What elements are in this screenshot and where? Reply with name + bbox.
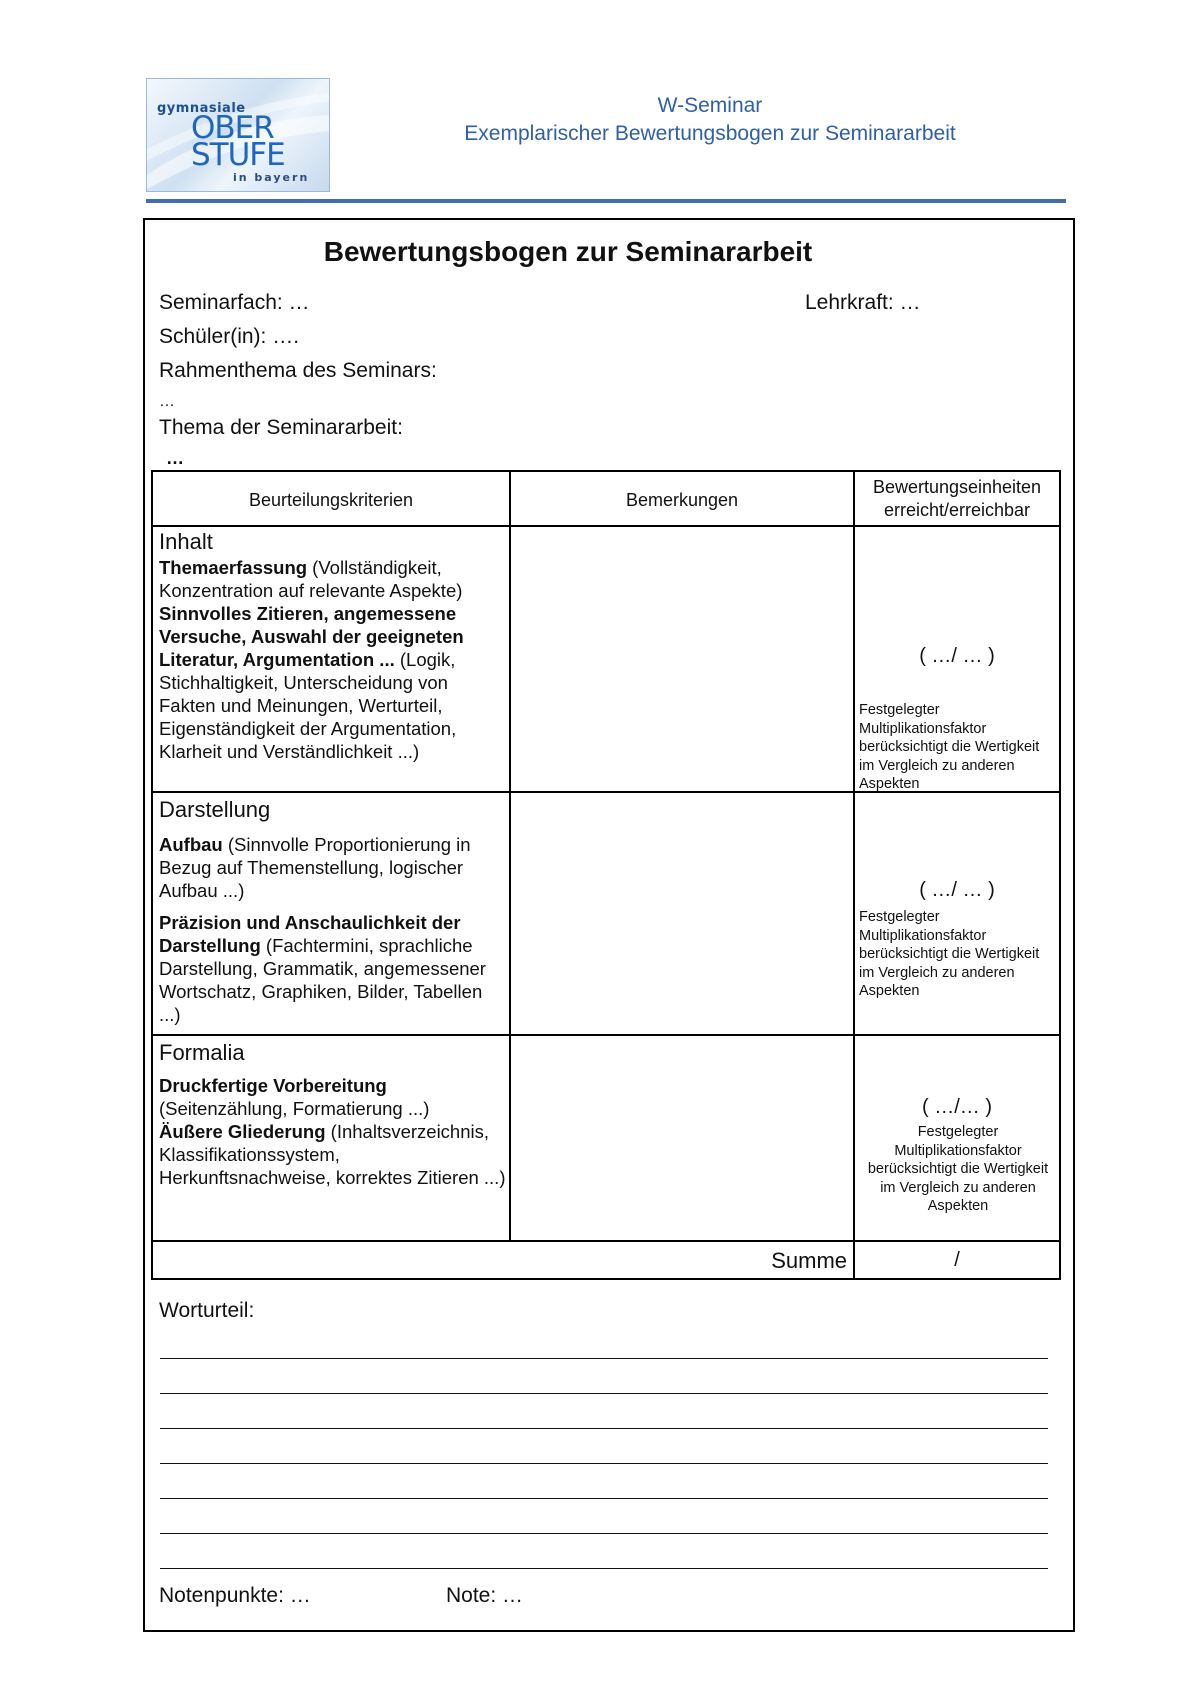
- header-cell-criteria: [151, 470, 511, 527]
- note-field: Note: …: [446, 1584, 524, 1607]
- formalia-units-cell: [853, 1034, 1061, 1242]
- sum-value: /: [954, 1249, 960, 1271]
- darstellung-category: Darstellung: [159, 797, 271, 822]
- darstellung-score: ( …/ … ): [919, 879, 995, 901]
- formalia-bold-2: Äußere Gliederung: [159, 1121, 326, 1142]
- worturteil-label: Worturteil:: [159, 1299, 255, 1322]
- logo-text-gymnasiale: gymnasiale: [157, 101, 246, 116]
- evaluation-table: [151, 470, 1061, 1280]
- sum-label-cell: [151, 1240, 855, 1280]
- formalia-text-1: (Seitenzählung, Formatierung ...): [159, 1098, 430, 1119]
- header-remarks-label: Bemerkungen: [625, 490, 739, 510]
- formalia-score: ( …/… ): [922, 1096, 992, 1118]
- inhalt-bold-2: Sinnvolles Zitieren, angemessene Versuche, Auswahl der geeigneten Literatur, Argumentation ...: [159, 603, 464, 670]
- header-cell-units: [853, 470, 1061, 527]
- sum-value-cell: [853, 1240, 1061, 1280]
- formalia-factor-note: Festgelegter Multiplikationsfaktor berücksichtigt die Wertigkeit im Vergleich zu anderen Aspekten: [867, 1124, 1049, 1214]
- sum-label: Summe: [771, 1248, 847, 1273]
- darstellung-text-2: (Fachtermini, sprachliche Darstellung, Grammatik, angemessener Wortschatz, Graphiken, Bilder, Tabellen ...): [159, 935, 486, 1025]
- header-units-line2: erreicht/erreichbar: [883, 500, 1031, 520]
- header-cell-remarks: [509, 470, 855, 527]
- header-seminar-type: W-Seminar: [657, 94, 763, 117]
- header-divider: [146, 199, 1066, 203]
- thema-label: Thema der Seminararbeit:: [159, 416, 403, 439]
- formalia-bold-1: Druckfertige Vorbereitung: [159, 1075, 387, 1096]
- darstellung-text-1: (Sinnvolle Proportionierung in Bezug auf Themenstellung, logischer Aufbau ...): [159, 834, 471, 901]
- writing-line: [160, 1568, 1048, 1569]
- formalia-category: Formalia: [159, 1040, 245, 1065]
- inhalt-units-cell: [853, 525, 1061, 793]
- header-criteria-label: Beurteilungskriterien: [248, 490, 414, 510]
- seminarfach-field: Seminarfach: …: [159, 291, 310, 314]
- header-units-line1: Bewertungseinheiten: [872, 477, 1042, 497]
- form-title: Bewertungsbogen zur Seminararbeit: [323, 236, 813, 267]
- writing-line: [160, 1358, 1048, 1359]
- formalia-text-2: (Inhaltsverzeichnis, Klassifikationssystem, Herkunftsnachweise, korrektes Zitieren ...): [159, 1121, 506, 1188]
- writing-line: [160, 1463, 1048, 1464]
- inhalt-text-2: (Logik, Stichhaltigkeit, Unterscheidung von Fakten und Meinungen, Werturteil, Eigenständigkeit der Argumentation, Klarheit und Verständlichkeit ...): [159, 649, 457, 762]
- writing-line: [160, 1498, 1048, 1499]
- schueler-field: Schüler(in): ….: [159, 325, 300, 348]
- inhalt-factor-note: Festgelegter Multiplikationsfaktor berücksichtigt die Wertigkeit im Vergleich zu anderen Aspekten: [859, 702, 1040, 792]
- notenpunkte-field: Notenpunkte: …: [159, 1584, 311, 1607]
- logo-text-in-bayern: in bayern: [233, 171, 310, 184]
- inhalt-category: Inhalt: [159, 529, 213, 554]
- lehrkraft-field: Lehrkraft: …: [805, 291, 921, 314]
- rahmenthema-value: …: [159, 393, 175, 410]
- darstellung-units-cell: [853, 791, 1061, 1036]
- inhalt-criteria-cell: [151, 525, 511, 793]
- header-subtitle: Exemplarischer Bewertungsbogen zur Seminararbeit: [464, 122, 956, 145]
- darstellung-description-2: [159, 911, 507, 1026]
- writing-line: [160, 1533, 1048, 1534]
- inhalt-remarks-cell: [509, 525, 855, 793]
- formalia-remarks-cell: [509, 1034, 855, 1242]
- darstellung-bold-1: Aufbau: [159, 834, 223, 855]
- logo-text-ober: OBER: [191, 110, 274, 146]
- darstellung-description-1: [159, 833, 507, 902]
- writing-line: [160, 1428, 1048, 1429]
- inhalt-text-1: (Vollständigkeit, Konzentration auf relevante Aspekte): [159, 557, 463, 601]
- writing-line: [160, 1393, 1048, 1394]
- logo-text-stufe: STUFE: [191, 137, 285, 173]
- thema-value: …: [166, 448, 184, 468]
- darstellung-criteria-cell: [151, 791, 511, 1036]
- inhalt-bold-1: Themaerfassung: [159, 557, 308, 578]
- rahmenthema-label: Rahmenthema des Seminars:: [159, 359, 437, 382]
- formalia-criteria-cell: [151, 1034, 511, 1242]
- logo-gymnasiale-oberstufe: [146, 78, 330, 192]
- inhalt-score: ( …/ … ): [919, 645, 995, 667]
- darstellung-remarks-cell: [509, 791, 855, 1036]
- inhalt-description: [159, 556, 507, 763]
- formalia-description: [159, 1074, 507, 1189]
- darstellung-factor-note: Festgelegter Multiplikationsfaktor berücksichtigt die Wertigkeit im Vergleich zu anderen Aspekten: [859, 909, 1040, 999]
- darstellung-bold-2: Präzision und Anschaulichkeit der Darstellung: [159, 912, 461, 956]
